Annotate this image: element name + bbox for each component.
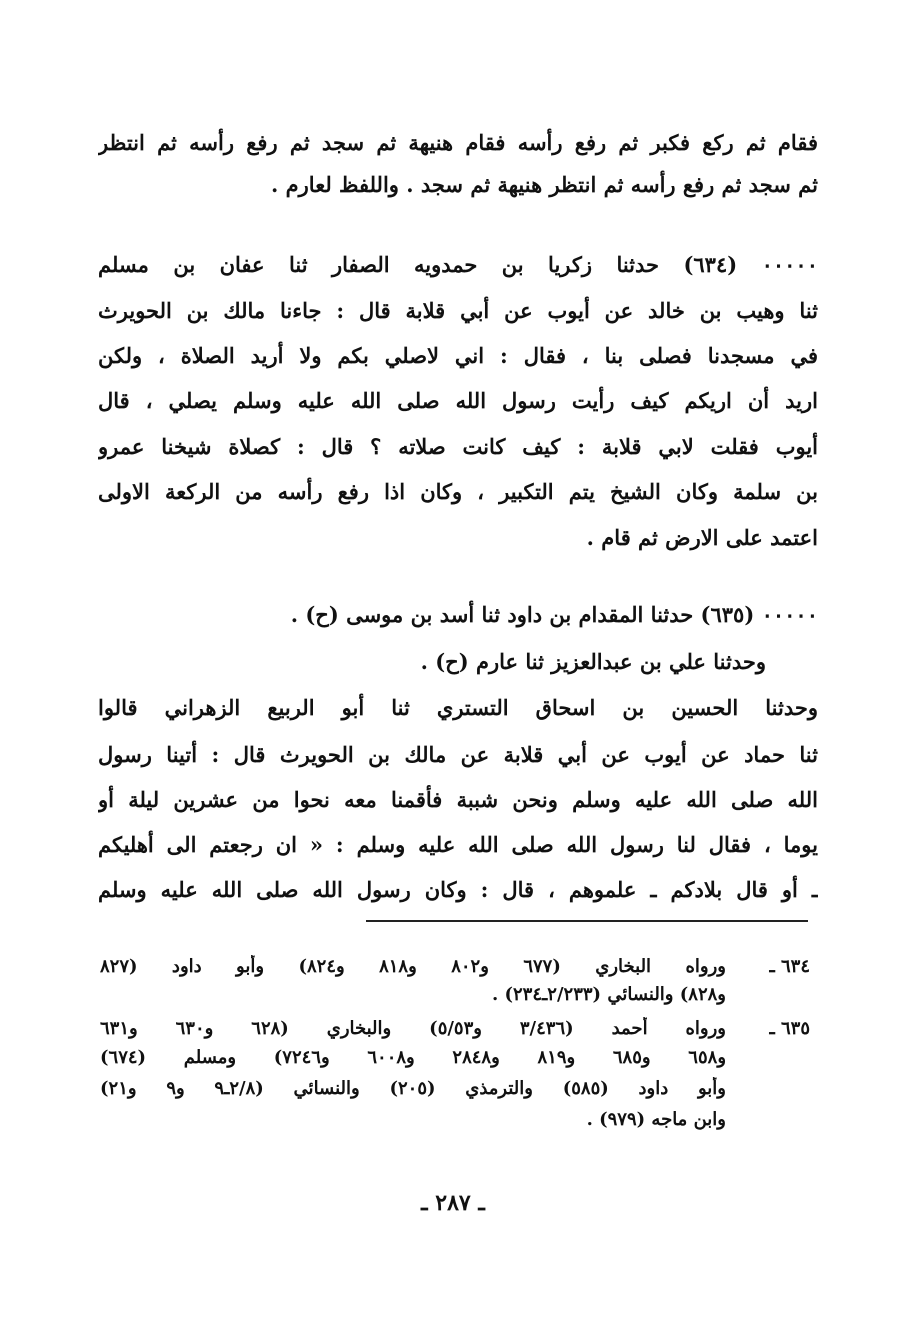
footnote-635 [100,1017,810,1043]
footnote-634-cont [100,983,810,1009]
body-line: ثنا حماد عن أيوب عن أبي قلابة عن مالك بن الحويرث قال : أتينا رسول [98,742,818,767]
footnote-634 [100,955,810,981]
body-line: أيوب فقلت لابي قلابة : كيف كانت صلاته ؟ قال : كصلاة شيخنا عمرو [98,434,818,459]
body-line: اريد أن اريكم كيف رأيت رسول الله صلى الله عليه وسلم يصلي ، قال [98,388,818,413]
footnote-number: ٦٣٤ ـ [769,956,810,977]
footnote-separator [366,920,808,922]
body-line: ـ أو قال بلادكم ـ علموهم ، قال : وكان رسول الله صلى الله عليه وسلم [98,877,818,902]
body-line: وحدثنا الحسين بن اسحاق التستري ثنا أبو الربيع الزهراني قالوا [98,695,818,720]
page-number: ـ ٢٨٧ ـ [421,1190,485,1216]
footnote-line: و٨٢٨) والنسائي (٢/٢٣٣ـ٢٣٤) . [491,984,726,1005]
body-line: ثنا وهيب بن خالد عن أيوب عن أبي قلابة قال : جاءنا مالك بن الحويرث [98,298,818,323]
footnote-line: ورواه البخاري (٦٧٧ و٨٠٢ و٨١٨ و٨٢٤) وأبو داود (٨٢٧ [100,956,726,977]
body-line: ثم سجد ثم رفع رأسه ثم انتظر هنيهة ثم سجد . واللفظ لعارم . [271,172,818,197]
footnote-635-cont [100,1046,810,1072]
footnote-number: ٦٣٥ ـ [769,1018,810,1039]
body-line: الله صلى الله عليه وسلم ونحن شببة فأقمنا معه نحوا من عشرين ليلة أو [98,787,818,812]
body-line: في مسجدنا فصلى بنا ، فقال : اني لاصلي بكم ولا أريد الصلاة ، ولكن [98,343,818,368]
footnote-line: و٦٥٨ و٦٨٥ و٨١٩ و٢٨٤٨ و٦٠٠٨ و٧٢٤٦) ومسلم (٦٧٤) [100,1047,727,1068]
hadith-634-heading: ٠٠٠٠٠ (٦٣٤) حدثنا زكريا بن حمدويه الصفار ثنا عفان بن مسلم [98,252,818,277]
footnote-line: وأبو داود (٥٨٥) والترمذي (٢٠٥) والنسائي (٢/٨ـ٩ و٩ و٢١) [100,1078,726,1099]
body-line: بن سلمة وكان الشيخ يتم التكبير ، وكان اذا رفع رأسه من الركعة الاولى [98,479,818,504]
footnote-line: وابن ماجه (٩٧٩) . [586,1109,726,1130]
footnote-line: ورواه أحمد (٣/٤٣٦ و٥/٥٣) والبخاري (٦٢٨ و٦٣٠ و٦٣١ [100,1018,726,1039]
body-line: وحدثنا علي بن عبدالعزيز ثنا عارم (ح) . [420,649,766,674]
body-line: يوما ، فقال لنا رسول الله صلى الله عليه وسلم : « ان رجعتم الى أهليكم [98,832,818,857]
body-line: فقام ثم ركع فكبر ثم رفع رأسه فقام هنيهة ثم سجد ثم رفع رأسه ثم انتظر [98,130,818,155]
hadith-635-heading: ٠٠٠٠٠ (٦٣٥) حدثنا المقدام بن داود ثنا أسد بن موسى (ح) . [290,602,818,627]
footnote-635-cont [100,1077,810,1103]
body-line: اعتمد على الارض ثم قام . [586,525,818,550]
footnote-635-cont [100,1108,810,1134]
